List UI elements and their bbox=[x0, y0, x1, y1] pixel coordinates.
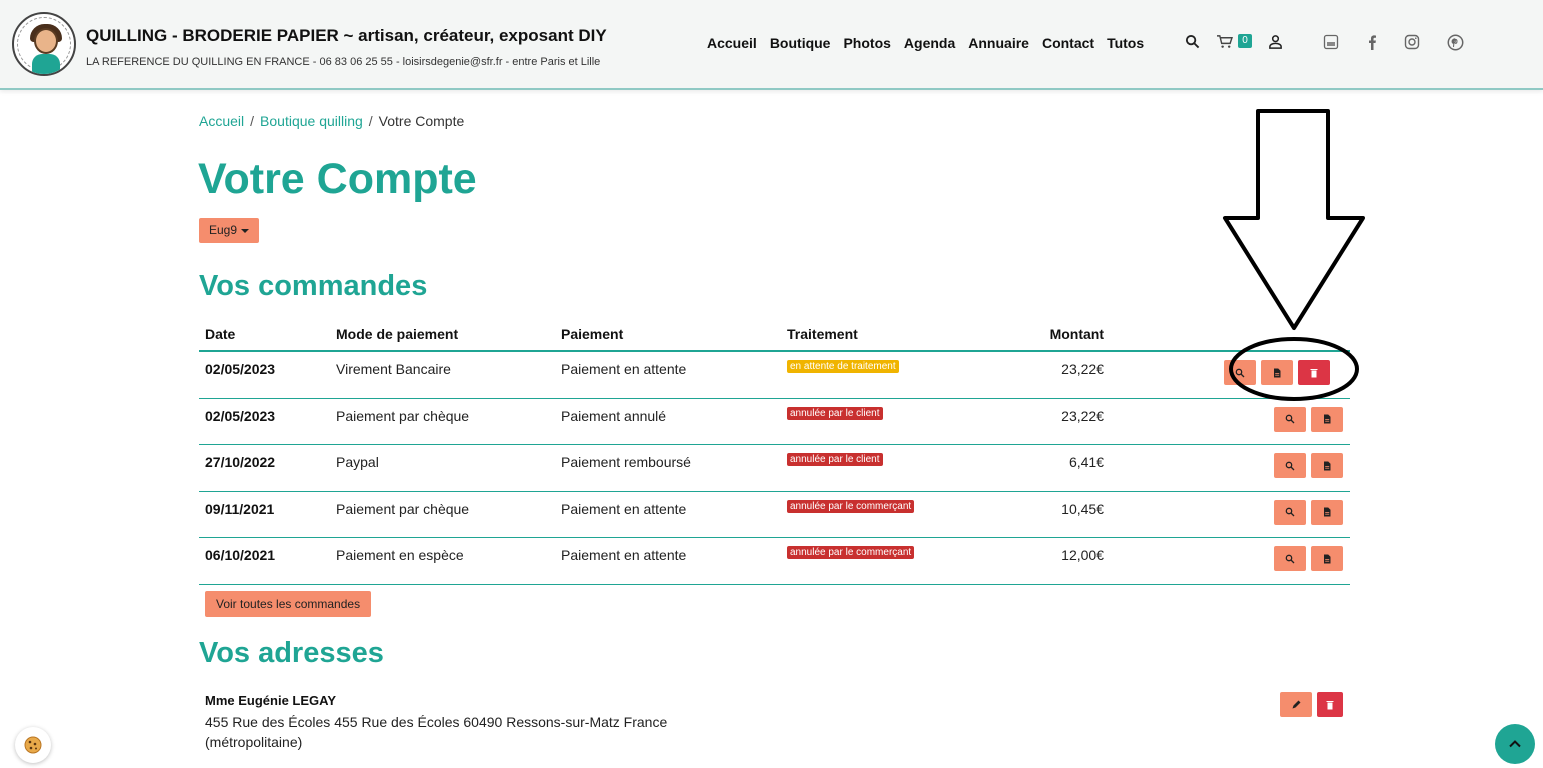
column-header-traitement: Traitement bbox=[787, 326, 858, 342]
breadcrumb bbox=[199, 113, 464, 129]
instagram-icon[interactable] bbox=[1403, 34, 1421, 52]
order-date: 09/11/2021 bbox=[205, 500, 275, 517]
user-icon[interactable] bbox=[1266, 34, 1284, 52]
order-actions bbox=[1274, 546, 1343, 571]
order-payment-status: Paiement annulé bbox=[561, 407, 667, 424]
addresses-title: Vos adresses bbox=[199, 637, 384, 669]
table-row bbox=[199, 492, 1350, 539]
delete-order-button[interactable] bbox=[1298, 360, 1330, 385]
site-header bbox=[0, 0, 1543, 90]
logo-body bbox=[32, 54, 60, 74]
trash-icon bbox=[1325, 700, 1335, 710]
table-row bbox=[199, 538, 1350, 585]
breadcrumb-separator: / bbox=[250, 113, 255, 129]
column-header-mode: Mode de paiement bbox=[336, 326, 459, 342]
view-order-button[interactable] bbox=[1274, 453, 1306, 478]
order-date: 02/05/2023 bbox=[205, 361, 276, 377]
status-badge: annulée par le client bbox=[787, 453, 883, 466]
magnifier-icon bbox=[1285, 507, 1295, 517]
order-actions bbox=[1274, 500, 1343, 525]
order-payment-mode: Paiement par chèque bbox=[336, 407, 470, 424]
trash-icon bbox=[1309, 368, 1319, 378]
order-amount: 23,22€ bbox=[1061, 361, 1104, 377]
pinterest-icon[interactable] bbox=[1446, 34, 1464, 52]
cookie-icon bbox=[23, 735, 43, 755]
status-badge: en attente de traitement bbox=[787, 360, 899, 373]
nav-contact[interactable]: Contact bbox=[1041, 35, 1095, 51]
order-date: 27/10/2022 bbox=[205, 454, 276, 470]
order-payment-mode: Paypal bbox=[336, 454, 379, 470]
address-name: Mme Eugénie LEGAY bbox=[205, 693, 336, 708]
nav-tutos[interactable]: Tutos bbox=[1107, 35, 1145, 51]
invoice-button[interactable] bbox=[1311, 407, 1343, 432]
document-icon bbox=[1322, 414, 1332, 424]
magnifier-icon bbox=[1285, 414, 1295, 424]
order-payment-status: Paiement en attente bbox=[561, 500, 687, 517]
breadcrumb-separator: / bbox=[368, 113, 373, 129]
table-row bbox=[199, 445, 1350, 492]
order-payment-mode: Paiement en espèce bbox=[336, 547, 464, 563]
search-icon[interactable] bbox=[1183, 34, 1201, 52]
user-dropdown-button[interactable] bbox=[199, 218, 259, 243]
column-header-date: Date bbox=[205, 326, 236, 342]
view-order-button[interactable] bbox=[1274, 500, 1306, 525]
document-icon bbox=[1322, 554, 1332, 564]
delete-address-button[interactable] bbox=[1317, 692, 1343, 717]
order-payment-status: Paiement en attente bbox=[561, 361, 687, 377]
back-to-top-button[interactable] bbox=[1495, 724, 1535, 764]
view-order-button[interactable] bbox=[1274, 546, 1306, 571]
logo-face bbox=[34, 28, 58, 54]
order-date: 06/10/2021 bbox=[205, 547, 276, 563]
pencil-icon bbox=[1291, 700, 1301, 710]
invoice-button[interactable] bbox=[1311, 453, 1343, 478]
breadcrumb-current: Votre Compte bbox=[378, 113, 465, 129]
magnifier-icon bbox=[1285, 461, 1295, 471]
edit-address-button[interactable] bbox=[1280, 692, 1312, 717]
invoice-button[interactable] bbox=[1261, 360, 1293, 385]
site-logo[interactable] bbox=[12, 12, 76, 76]
nav-photos[interactable]: Photos bbox=[843, 35, 891, 51]
magnifier-icon bbox=[1235, 368, 1245, 378]
nav-annuaire[interactable]: Annuaire bbox=[968, 35, 1029, 51]
order-actions bbox=[1274, 407, 1343, 432]
facebook-icon[interactable] bbox=[1363, 34, 1381, 52]
column-header-paiement: Paiement bbox=[561, 326, 624, 342]
view-order-button[interactable] bbox=[1274, 407, 1306, 432]
chevron-up-icon bbox=[1507, 736, 1523, 752]
orders-title: Vos commandes bbox=[199, 270, 428, 302]
document-icon bbox=[1322, 507, 1332, 517]
order-amount: 23,22€ bbox=[1061, 407, 1104, 424]
youtube-icon[interactable] bbox=[1322, 34, 1340, 52]
site-title[interactable]: QUILLING - BRODERIE PAPIER ~ artisan, créateur, exposant DIY bbox=[86, 26, 607, 45]
all-orders-button[interactable]: Voir toutes les commandes bbox=[205, 591, 371, 617]
breadcrumb-shop[interactable]: Boutique quilling bbox=[260, 113, 363, 129]
document-icon bbox=[1272, 368, 1282, 378]
status-badge: annulée par le commerçant bbox=[787, 500, 914, 513]
order-date: 02/05/2023 bbox=[205, 407, 276, 424]
view-order-button[interactable] bbox=[1224, 360, 1256, 385]
order-payment-mode: Paiement par chèque bbox=[336, 500, 470, 517]
order-actions bbox=[1274, 453, 1343, 478]
magnifier-icon bbox=[1285, 554, 1295, 564]
order-amount: 6,41€ bbox=[1068, 454, 1104, 470]
invoice-button[interactable] bbox=[1311, 546, 1343, 571]
table-row bbox=[199, 399, 1350, 446]
address-line: 455 Rue des Écoles 455 Rue des Écoles 60490 Ressons-sur-Matz France (métropolitaine) bbox=[205, 714, 668, 750]
document-icon bbox=[1322, 461, 1332, 471]
cookie-settings-button[interactable] bbox=[15, 727, 51, 763]
invoice-button[interactable] bbox=[1311, 500, 1343, 525]
column-header-montant: Montant bbox=[1049, 326, 1104, 342]
status-badge: annulée par le client bbox=[787, 407, 883, 420]
order-payment-status: Paiement remboursé bbox=[561, 454, 691, 470]
nav-accueil[interactable]: Accueil bbox=[707, 35, 757, 51]
cart-count-badge: 0 bbox=[1238, 34, 1252, 48]
breadcrumb-home[interactable]: Accueil bbox=[199, 113, 245, 129]
nav-boutique[interactable]: Boutique bbox=[769, 35, 831, 51]
order-payment-status: Paiement en attente bbox=[561, 547, 687, 563]
caret-down-icon bbox=[241, 229, 249, 233]
site-subtitle: LA REFERENCE DU QUILLING EN FRANCE - 06 83 06 25 55 - loisirsdegenie@sfr.fr - entre Paris et Lille bbox=[86, 56, 601, 68]
table-row bbox=[199, 352, 1350, 399]
order-payment-mode: Virement Bancaire bbox=[336, 361, 451, 377]
orders-table-header bbox=[199, 318, 1350, 352]
nav-agenda[interactable]: Agenda bbox=[903, 35, 956, 51]
address-actions bbox=[1280, 692, 1343, 717]
page-title: Votre Compte bbox=[198, 155, 477, 203]
user-dropdown-label: Eug9 bbox=[209, 223, 238, 237]
order-amount: 10,45€ bbox=[1061, 500, 1104, 517]
main-nav bbox=[707, 35, 1144, 51]
order-actions bbox=[1224, 360, 1330, 385]
orders-table bbox=[199, 318, 1350, 585]
order-amount: 12,00€ bbox=[1061, 547, 1104, 563]
status-badge: annulée par le commerçant bbox=[787, 546, 914, 559]
cart-icon[interactable] bbox=[1215, 34, 1233, 52]
